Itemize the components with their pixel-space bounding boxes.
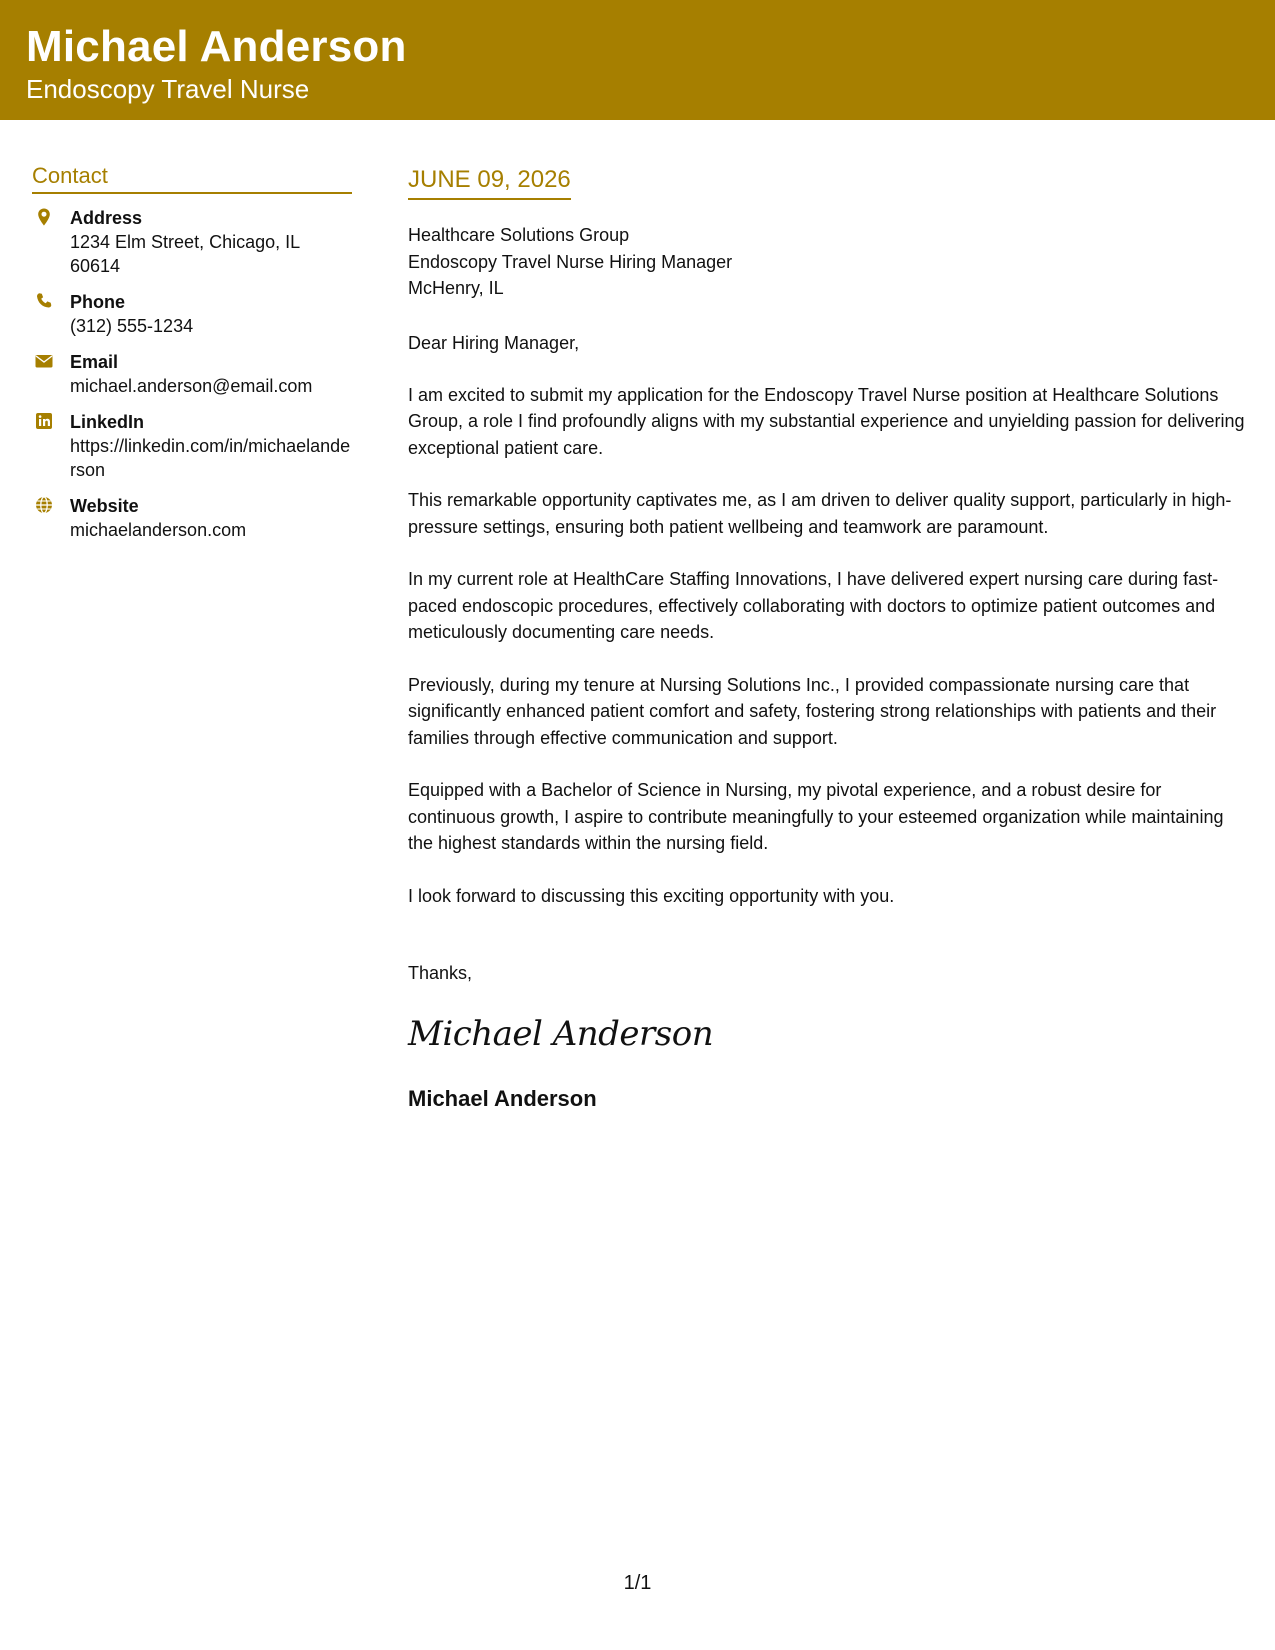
contact-value: 1234 Elm Street, Chicago, IL 60614 xyxy=(70,232,300,276)
contact-value: (312) 555-1234 xyxy=(70,316,194,336)
contact-label: Website xyxy=(70,496,139,516)
recipient-contact: Endoscopy Travel Nurse Hiring Manager xyxy=(408,251,733,272)
envelope-icon xyxy=(34,351,54,371)
contact-website xyxy=(32,494,352,542)
salutation: Dear Hiring Manager, xyxy=(408,332,580,353)
letter-body xyxy=(408,166,1253,1112)
contact-value: https://linkedin.com/in/michaelanderson xyxy=(70,436,351,480)
letter-paragraph: Previously, during my tenure at Nursing Solutions Inc., I provided compassionate nursing care that significantly enhanced patient comfort and safety, fostering strong relationships with patients and their families through effective communication and support. xyxy=(408,674,1217,748)
contact-sidebar xyxy=(32,163,352,554)
letter-paragraph: This remarkable opportunity captivates me, as I am driven to deliver quality support, particularly in high-pressure settings, ensuring both patient wellbeing and teamwork are paramount. xyxy=(408,490,1232,537)
contact-address xyxy=(32,206,352,278)
contact-email xyxy=(32,350,352,398)
contact-value: michael.anderson@email.com xyxy=(70,376,313,396)
applicant-name: Michael Anderson xyxy=(26,22,407,71)
map-pin-icon xyxy=(34,207,54,227)
header-banner xyxy=(0,0,1275,120)
applicant-title: Endoscopy Travel Nurse xyxy=(26,74,310,104)
contact-linkedin xyxy=(32,410,352,482)
letter-paragraph: In my current role at HealthCare Staffing Innovations, I have delivered expert nursing care during fast-paced endoscopic procedures, effectively collaborating with doctors to optimize patient outcomes and meticulously documenting care needs. xyxy=(408,569,1219,642)
letter-paragraph: Equipped with a Bachelor of Science in Nursing, my pivotal experience, and a robust desire for continuous growth, I aspire to contribute meaningfully to your esteemed organization while maintaining the highest standards within the nursing field. xyxy=(408,780,1224,853)
globe-icon xyxy=(34,495,54,515)
recipient-block xyxy=(408,222,1253,302)
letter-date: JUNE 09, 2026 xyxy=(408,166,571,200)
contact-value: michaelanderson.com xyxy=(70,520,247,540)
contact-label: Address xyxy=(70,208,143,228)
contact-label: Phone xyxy=(70,292,126,312)
letter-paragraph: I look forward to discussing this exciting opportunity with you. xyxy=(408,885,895,906)
handwritten-signature: Michael Anderson xyxy=(408,1014,714,1054)
contact-label: Email xyxy=(70,352,119,372)
page-number: 1/1 xyxy=(623,1572,652,1594)
signer-name: Michael Anderson xyxy=(408,1086,597,1111)
recipient-location: McHenry, IL xyxy=(408,278,504,298)
recipient-company: Healthcare Solutions Group xyxy=(408,225,630,245)
contact-heading: Contact xyxy=(32,163,352,194)
letter-paragraph: I am excited to submit my application for the Endoscopy Travel Nurse position at Healthcare Solutions Group, a role I find profoundly aligns with my substantial experience and unyielding passion for delivering exceptional patient care. xyxy=(408,384,1245,458)
closing: Thanks, xyxy=(408,963,473,983)
phone-icon xyxy=(34,291,54,311)
contact-phone xyxy=(32,290,352,338)
linkedin-icon xyxy=(34,411,54,431)
contact-label: LinkedIn xyxy=(70,412,145,432)
